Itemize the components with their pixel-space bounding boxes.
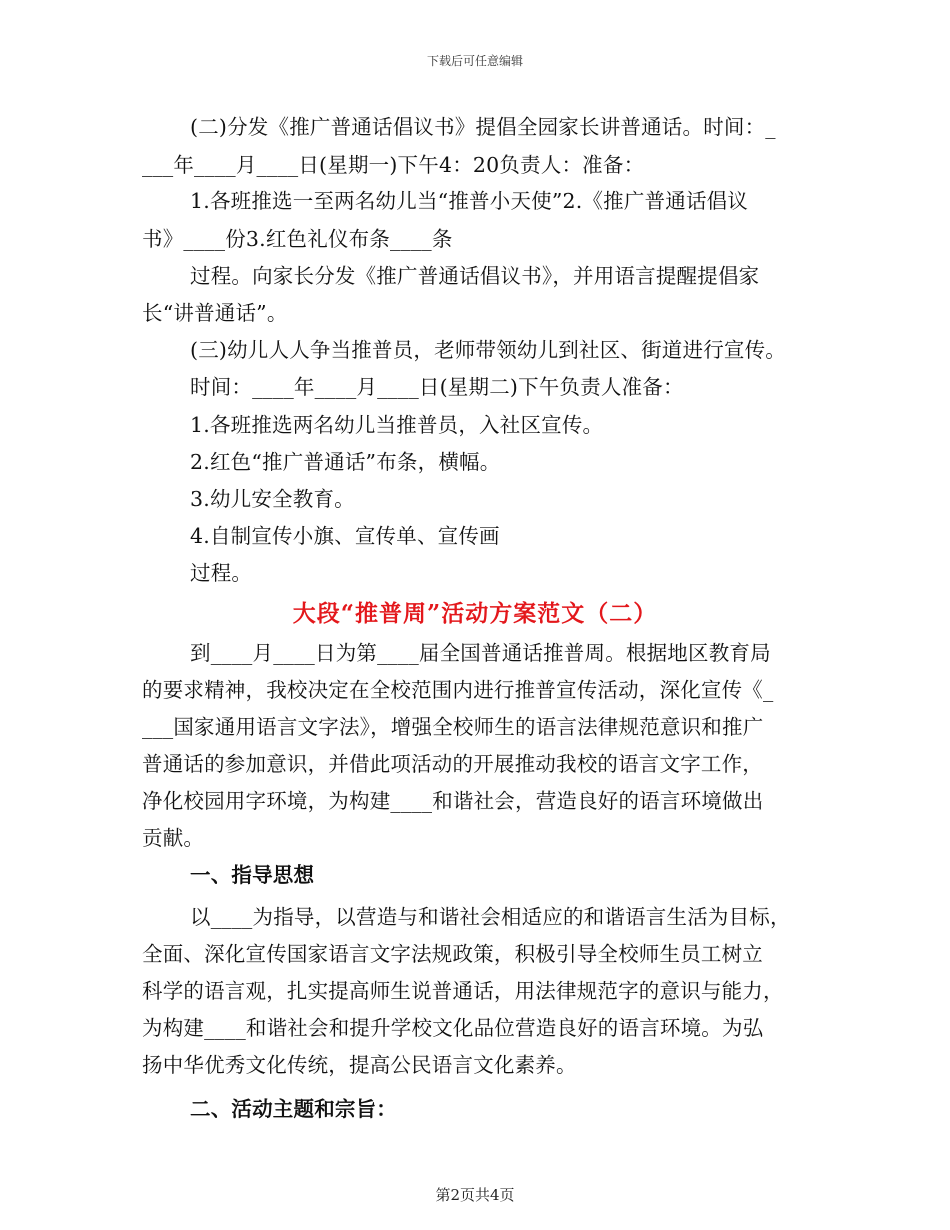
text-line: 全面、深化宣传国家语言文字法规政策，积极引导全校师生员工树立 (142, 942, 763, 966)
text-line: ___国家通用语言文字法》，增强全校师生的语言法律规范意识和推广 (142, 715, 764, 739)
page-footer: 第2页共4页 (435, 1186, 515, 1204)
document-title: 大段“推普周”活动方案范文（二） (292, 600, 658, 627)
list-item: 2.红色“推广普通话”布条，横幅。 (190, 450, 501, 474)
text-line: 为构建____和谐社会和提升学校文化品位营造良好的语言环境。为弘 (142, 1016, 764, 1040)
text-line: 净化校园用字环境，为构建____和谐社会，营造良好的语言环境做出 (142, 789, 764, 813)
section-heading: 一、指导思想 (190, 863, 315, 887)
text-line: 过程。向家长分发《推广普通话倡议书》，并用语言提醒提倡家 (190, 264, 760, 288)
list-item: 3.幼儿安全教育。 (190, 487, 355, 511)
text-line: 书》____份3.红色礼仪布条____条 (142, 227, 453, 251)
text-line: ___年____月____日(星期一)下午4：20负责人：准备： (142, 153, 645, 177)
text-line: (三)幼儿人人争当推普员，老师带领幼儿到社区、街道进行宣传。 (190, 338, 786, 362)
text-line: 的要求精神，我校决定在全校范围内进行推普宣传活动，深化宣传《_ (142, 678, 774, 702)
text-line: 以____为指导，以营造与和谐社会相适应的和谐语言生活为目标， (190, 905, 791, 929)
text-line: 科学的语言观，扎实提高师生说普通话，用法律规范字的意识与能力， (142, 979, 784, 1003)
list-item: 1.各班推选两名幼儿当推普员，入社区宣传。 (190, 413, 604, 437)
text-line: 扬中华优秀文化传统，提高公民语言文化素养。 (142, 1053, 577, 1077)
text-line: 时间：____年____月____日(星期二)下午负责人准备： (190, 375, 684, 399)
list-item: 4.自制宣传小旗、宣传单、宣传画 (190, 524, 500, 548)
text-line: 普通话的参加意识，并借此项活动的开展推动我校的语言文字工作， (142, 752, 763, 776)
text-line: 长“讲普通话”。 (142, 301, 288, 325)
text-line: 过程。 (190, 561, 253, 585)
text-line: 到____月____日为第____届全国普通话推普周。根据地区教育局 (190, 641, 771, 665)
text-line: (二)分发《推广普通话倡议书》提倡全园家长讲普通话。时间：_ (190, 115, 776, 139)
section-heading: 二、活动主题和宗旨： (190, 1097, 397, 1121)
text-line: 贡献。 (142, 826, 205, 850)
page-header: 下载后可任意编辑 (426, 54, 523, 68)
list-item: 1.各班推选一至两名幼儿当“推普小天使”2.《推广普通话倡议 (190, 189, 749, 213)
